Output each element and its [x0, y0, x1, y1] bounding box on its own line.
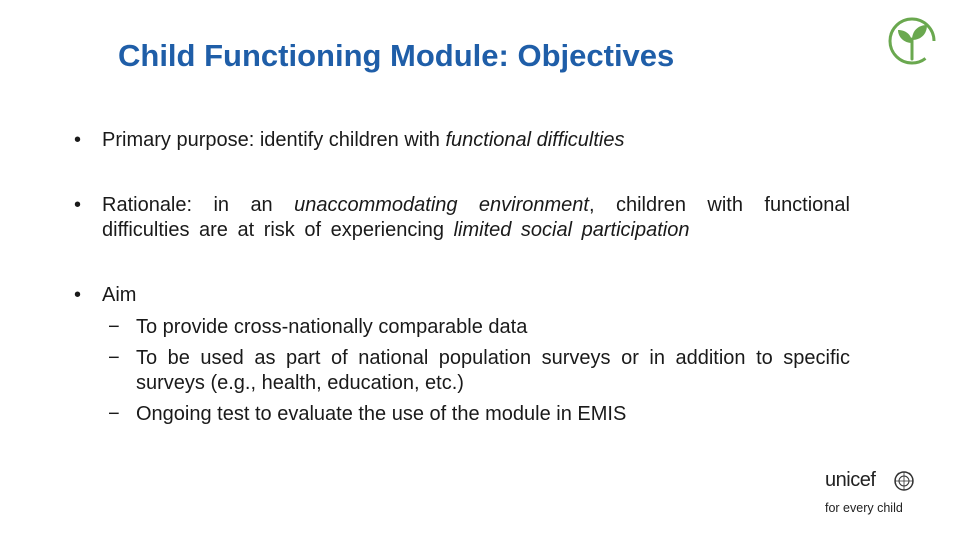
bullet-aim: [74, 283, 850, 308]
un-emblem-icon: [893, 470, 915, 492]
plant-sprout-icon: [886, 15, 938, 67]
bullet-emphasis: limited social participation: [453, 219, 690, 241]
slide-title: Child Functioning Module: Objectives: [118, 38, 675, 73]
bullet-prefix: Rationale: in an: [102, 194, 295, 216]
bullet-marker: •: [74, 194, 82, 216]
aim-sub-list: [74, 315, 850, 427]
unicef-tagline: for every child: [825, 501, 903, 515]
unicef-wordmark: unicef: [825, 469, 876, 491]
sub-marker: −: [108, 403, 120, 425]
sub-item-text: Ongoing test to evaluate the use of the module in EMIS: [136, 403, 627, 425]
bullet-label: Aim: [102, 284, 137, 306]
bullet-marker: •: [74, 129, 82, 151]
bullet-list: [74, 128, 850, 427]
sub-marker: −: [108, 316, 120, 338]
sub-item-text: To provide cross-nationally comparable data: [136, 316, 528, 338]
unicef-logo: [822, 466, 922, 522]
bullet-middle: , children with functional difficulties are at risk of experiencing: [102, 194, 850, 241]
sub-item: [104, 315, 850, 340]
bullet-rationale: [74, 193, 850, 243]
sub-marker: −: [108, 347, 120, 369]
bullet-primary-purpose: [74, 128, 850, 153]
bullet-prefix: Primary purpose: identify children with: [102, 129, 446, 151]
bullet-emphasis: unaccommodating environment: [294, 194, 589, 216]
sub-item-text: To be used as part of national population surveys or in addition to specific surveys (e.g., health, education, etc.): [136, 347, 850, 394]
sub-item: [104, 402, 850, 427]
bullet-marker: •: [74, 284, 82, 306]
sub-item: [104, 346, 850, 396]
bullet-text: [102, 129, 624, 151]
bullet-text: [102, 194, 850, 241]
bullet-emphasis: functional difficulties: [445, 129, 625, 151]
